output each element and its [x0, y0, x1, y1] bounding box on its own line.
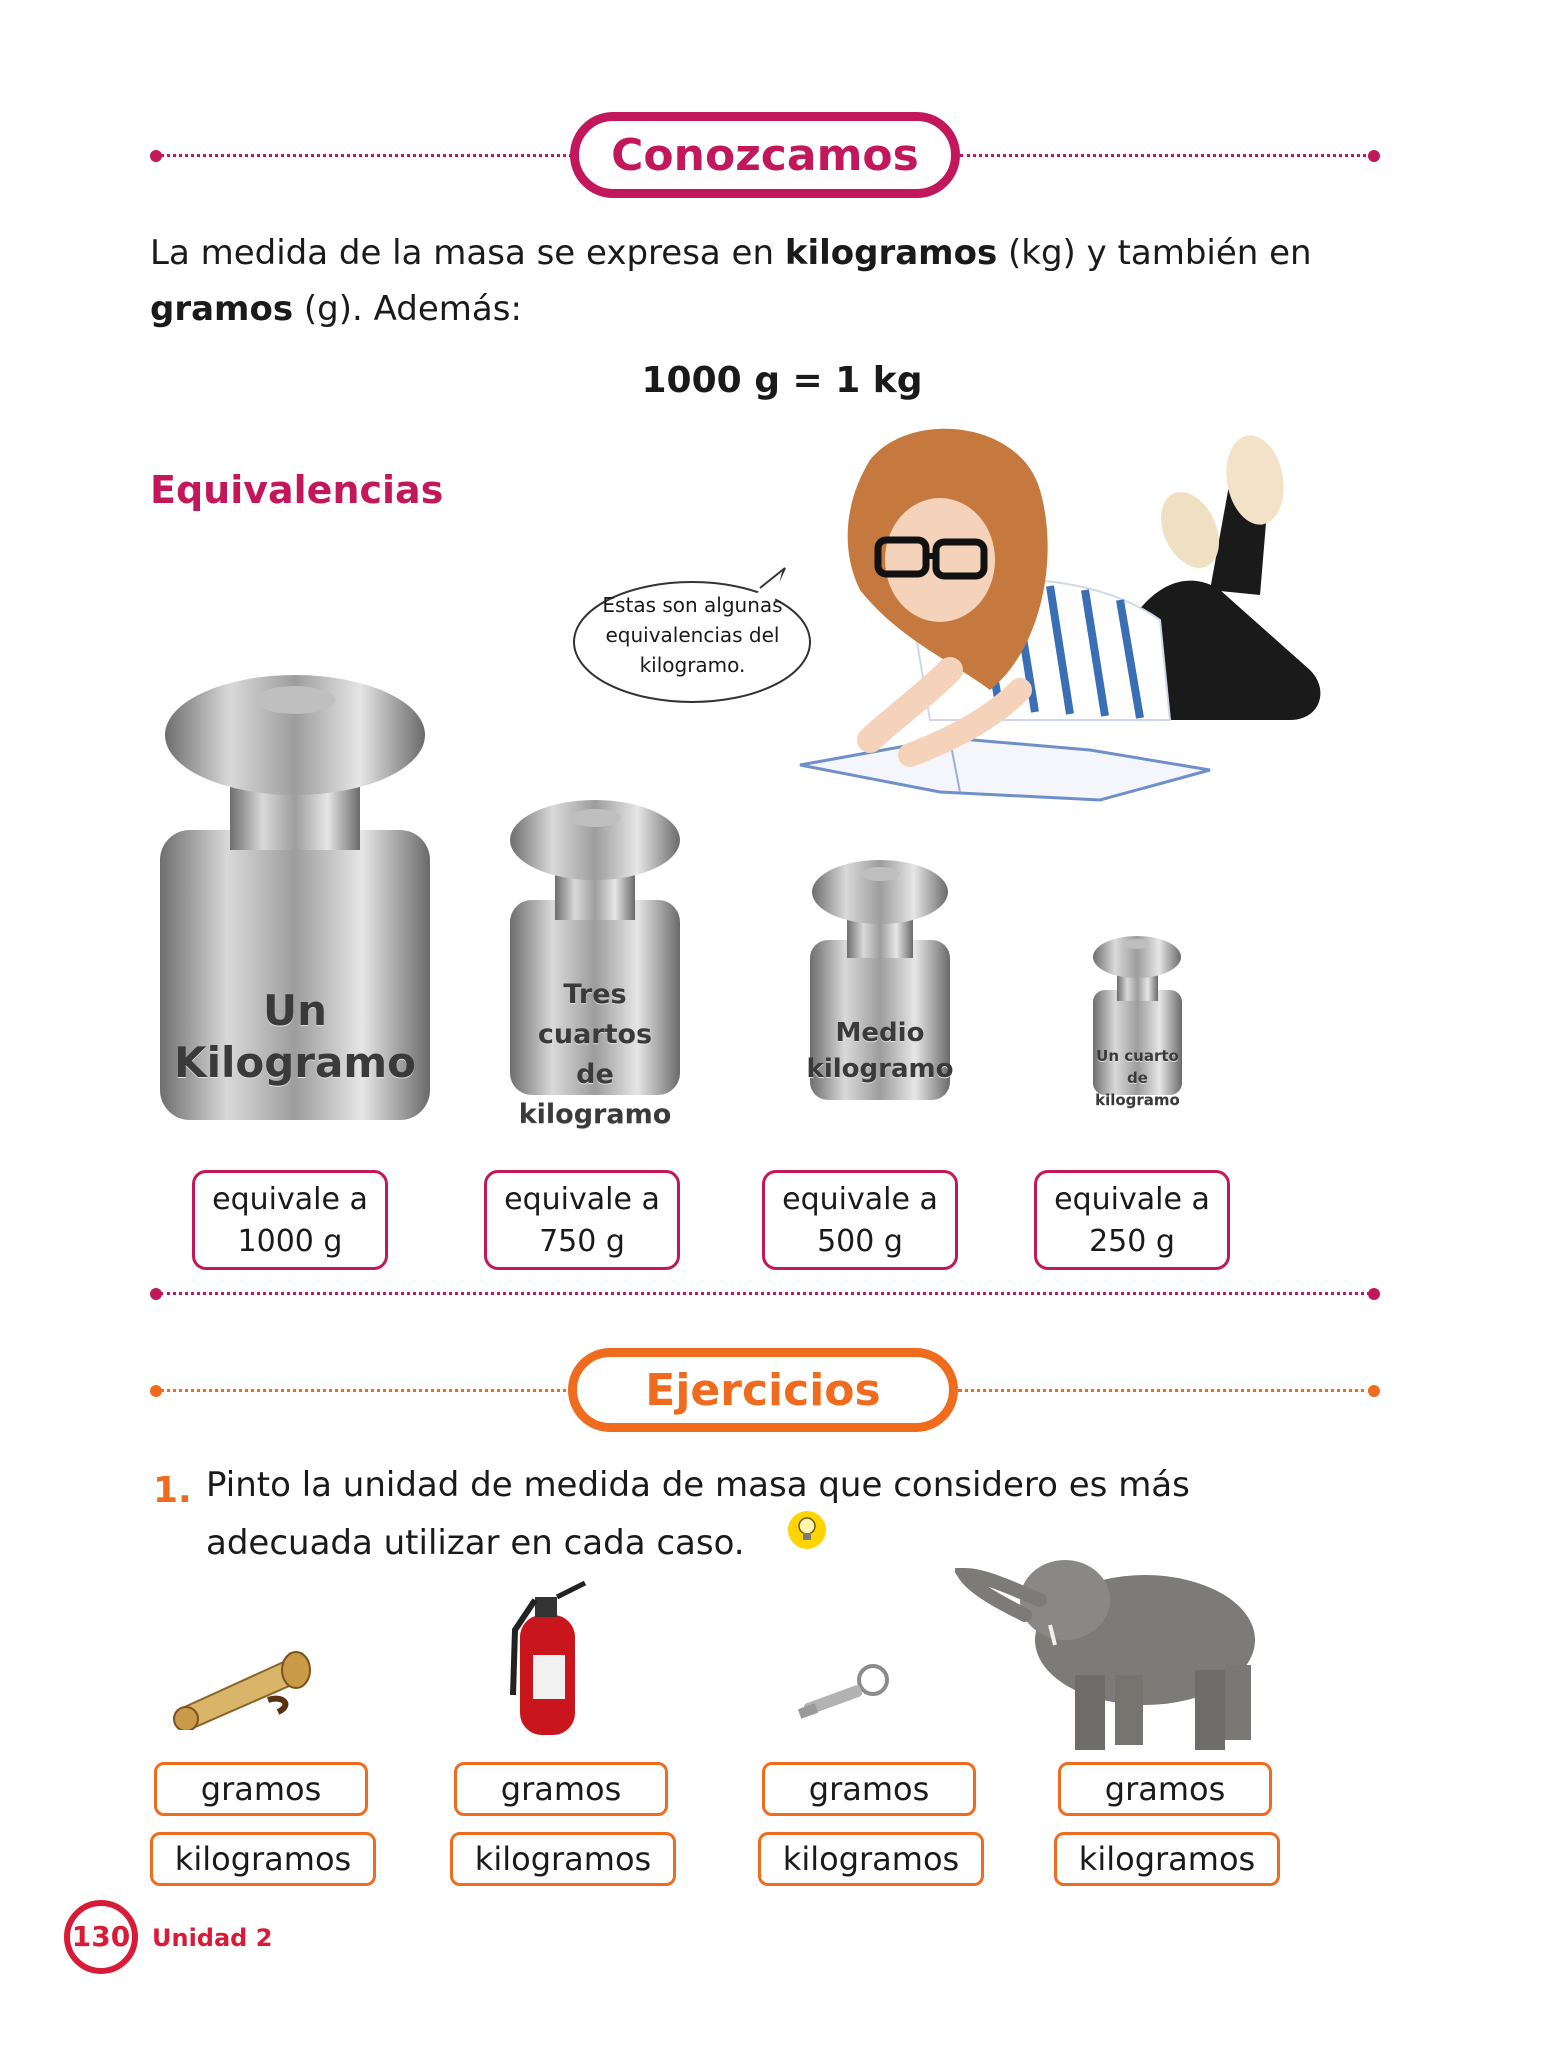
equiv-750g-line-2: 750 g: [539, 1224, 625, 1259]
equiv-250g-line-1: equivale a: [1054, 1182, 1210, 1217]
divider-dot-right: [1368, 1288, 1380, 1300]
item4-option-gramos[interactable]: gramos: [1058, 1762, 1272, 1816]
page-number: 130: [64, 1900, 138, 1974]
intro-paragraph: [150, 225, 1380, 337]
formula: 1000 g = 1 kg: [641, 360, 923, 401]
item1-option-gramos[interactable]: gramos: [154, 1762, 368, 1816]
item1-option-kilogramos[interactable]: kilogramos: [150, 1832, 376, 1886]
header-dot-right: [1368, 150, 1380, 162]
equiv-box-250g: [1034, 1170, 1230, 1270]
equiv-1kg-line-2: 1000 g: [237, 1224, 343, 1259]
equiv-750g-line-1: equivale a: [504, 1182, 660, 1217]
section-title-conozcamos: Conozcamos: [570, 112, 960, 198]
weight-250g-label: [1085, 1045, 1190, 1111]
item2-option-gramos[interactable]: gramos: [454, 1762, 668, 1816]
equiv-box-750g: [484, 1170, 680, 1270]
item3-option-gramos[interactable]: gramos: [762, 1762, 976, 1816]
weight-750g-label-line-1: Tres cuartos: [537, 979, 653, 1050]
intro-text-1: La medida de la masa se expresa en: [150, 233, 785, 273]
weight-250g-label-line-1: Un cuarto: [1096, 1047, 1179, 1065]
elephant-icon: [955, 1545, 1275, 1755]
weight-1kg-label-line-2: Kilogramo: [174, 1038, 416, 1087]
fire-extinguisher-icon: [505, 1575, 595, 1740]
scroll-icon: [168, 1640, 328, 1730]
speech-bubble: [570, 560, 815, 705]
item4-option-kilogramos[interactable]: kilogramos: [1054, 1832, 1280, 1886]
intro-bold-kilogramos: kilogramos: [784, 233, 998, 273]
unit-label: Unidad 2: [152, 1924, 273, 1952]
weight-250g-label-line-2: de kilogramo: [1095, 1069, 1180, 1109]
weight-500g-label: [805, 1015, 955, 1087]
weight-500g-label-line-1: Medio: [835, 1018, 925, 1048]
header2-dotline-left: [160, 1389, 580, 1392]
equiv-box-500g: [762, 1170, 958, 1270]
weight-1kg-label: [170, 985, 420, 1089]
speech-line-1: Estas son algunas: [602, 593, 783, 617]
weight-1kg-label-line-1: Un: [262, 986, 327, 1035]
intro-text-2: (kg) y también en: [997, 233, 1312, 273]
item2-option-kilogramos[interactable]: kilogramos: [450, 1832, 676, 1886]
header2-dot-right: [1368, 1385, 1380, 1397]
girl-reading-illustration: [790, 420, 1350, 810]
weight-500g-label-line-2: kilogramo: [806, 1054, 954, 1084]
section-title-ejercicios: Ejercicios: [568, 1348, 958, 1432]
equiv-250g-line-2: 250 g: [1089, 1224, 1175, 1259]
speech-line-3: kilogramo.: [639, 653, 746, 677]
exercise-line-1: Pinto la unidad de medida de masa que considero es más: [206, 1465, 1190, 1505]
subheading-equivalencias: Equivalencias: [150, 468, 444, 512]
exercise-number: 1.: [153, 1470, 192, 1511]
weight-750g-label-line-3: kilogramo: [518, 1099, 672, 1130]
intro-bold-gramos: gramos: [150, 289, 294, 329]
header-dotline-left: [160, 154, 580, 157]
intro-text-3: (g). Además:: [293, 289, 522, 329]
equiv-1kg-line-1: equivale a: [212, 1182, 368, 1217]
weight-750g-label: [505, 975, 685, 1135]
exercise-line-2: adecuada utilizar en cada caso.: [206, 1523, 745, 1563]
speech-line-2: equivalencias del: [605, 623, 780, 647]
header-dotline-right: [960, 154, 1372, 157]
equiv-box-1kg: [192, 1170, 388, 1270]
header2-dotline-right: [958, 1389, 1372, 1392]
key-icon: [795, 1660, 895, 1730]
speech-bubble-text: [570, 590, 815, 680]
equiv-500g-line-1: equivale a: [782, 1182, 938, 1217]
divider-dotline: [160, 1292, 1370, 1295]
item3-option-kilogramos[interactable]: kilogramos: [758, 1832, 984, 1886]
weight-750g-label-line-2: de: [576, 1059, 614, 1090]
equiv-500g-line-2: 500 g: [817, 1224, 903, 1259]
lightbulb-icon[interactable]: [787, 1510, 827, 1550]
